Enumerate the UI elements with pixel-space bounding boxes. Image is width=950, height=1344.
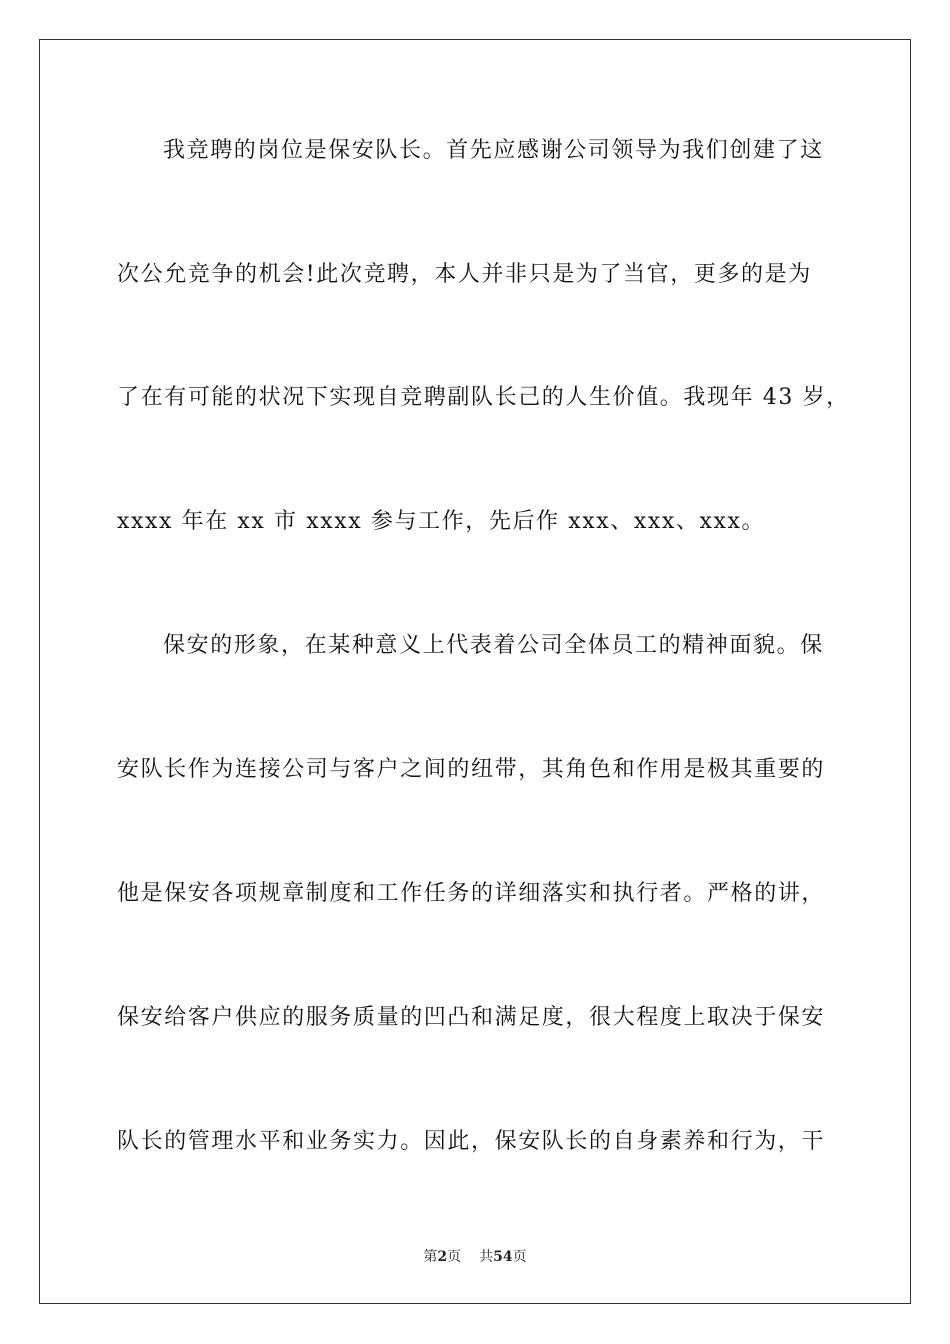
- paragraph-2-line-4: 保安给客户供应的服务质量的凹凸和满足度，很大程度上取决于保安: [117, 1005, 826, 1030]
- paragraph-2-line-3: 他是保安各项规章制度和工作任务的详细落实和执行者。严格的讲，: [117, 881, 826, 906]
- paragraph-1-line-1: 我竞聘的岗位是保安队长。首先应感谢公司领导为我们创建了这: [163, 138, 824, 163]
- total-prefix: 共: [479, 1249, 494, 1265]
- paragraph-2-line-5: 队长的管理水平和业务实力。因此，保安队长的自身素养和行为，干: [117, 1129, 826, 1154]
- page-footer: [0, 1248, 950, 1266]
- page-border: [39, 39, 911, 1304]
- paragraph-1-line-4: xxxx 年在 xx 市 xxxx 参与工作，先后作 xxx、xxx、xxx。: [117, 509, 766, 534]
- paragraph-1-line-3: 了在有可能的状况下实现自竞聘副队长己的人生价值。我现年 43 岁，: [117, 385, 850, 410]
- total-pages: 54: [493, 1249, 513, 1265]
- page-suffix: 页: [447, 1249, 462, 1265]
- paragraph-2-line-2: 安队长作为连接公司与客户之间的纽带，其角色和作用是极其重要的: [117, 757, 826, 782]
- paragraph-2-line-1: 保安的形象，在某种意义上代表着公司全体员工的精神面貌。保: [163, 633, 824, 658]
- page-number: 2: [437, 1249, 448, 1265]
- page-prefix: 第: [423, 1249, 438, 1265]
- paragraph-1-line-2: 次公允竞争的机会!此次竞聘，本人并非只是为了当官，更多的是为: [117, 262, 812, 287]
- total-suffix: 页: [512, 1249, 527, 1265]
